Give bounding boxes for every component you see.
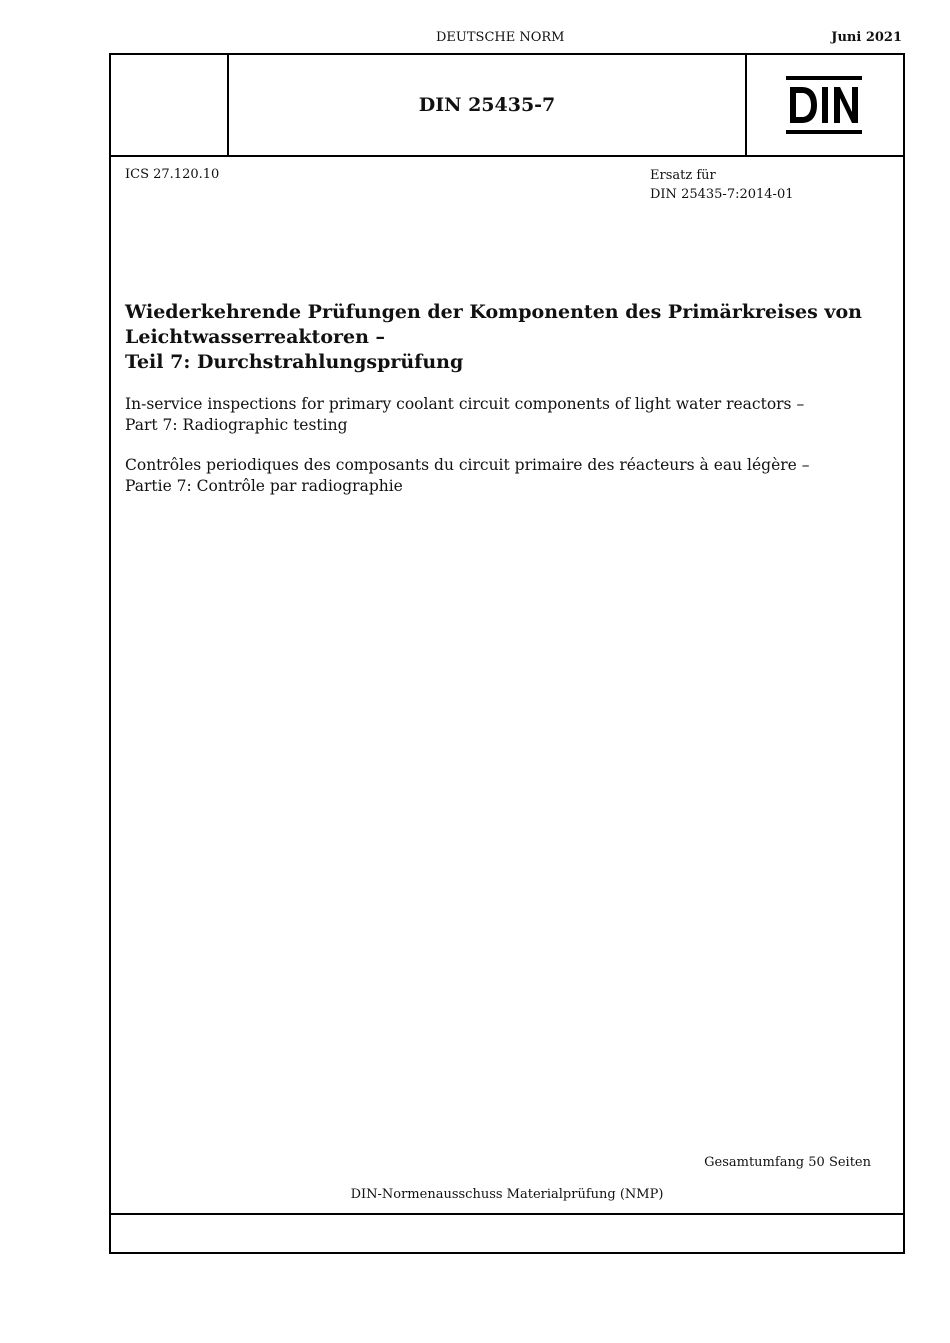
cover-frame	[109, 53, 905, 1254]
issue-date: Juni 2021	[831, 30, 902, 45]
standards-committee: DIN-Normenausschuss Materialprüfung (NMP)	[350, 1187, 664, 1202]
title-german-line-1: Wiederkehrende Prüfungen der Komponenten des Primärkreises von	[125, 301, 862, 323]
title-german-line-3: Teil 7: Durchstrahlungsprüfung	[125, 351, 464, 373]
header-divider-right	[745, 55, 747, 155]
header-row	[111, 55, 903, 157]
title-french	[125, 455, 885, 497]
title-english-line-1: In-service inspections for primary coolant circuit components of light water reactors –	[125, 395, 805, 413]
title-english	[125, 394, 885, 436]
din-logo-icon	[786, 76, 862, 134]
title-french-line-1: Contrôles periodiques des composants du circuit primaire des réacteurs à eau légère –	[125, 456, 810, 474]
ics-code: ICS 27.120.10	[125, 167, 220, 182]
replaces-block	[650, 166, 793, 204]
standard-type-label: DEUTSCHE NORM	[436, 30, 565, 45]
title-german	[125, 300, 885, 375]
document-number: DIN 25435-7	[418, 94, 556, 116]
title-french-line-2: Partie 7: Contrôle par radiographie	[125, 477, 403, 495]
replaces-label: Ersatz für	[650, 168, 716, 183]
replaces-value: DIN 25435-7:2014-01	[650, 187, 794, 202]
title-german-line-2: Leichtwasserreaktoren –	[125, 326, 386, 348]
page-count: Gesamtumfang 50 Seiten	[704, 1155, 871, 1170]
footer-divider	[111, 1213, 903, 1215]
title-english-line-2: Part 7: Radiographic testing	[125, 416, 348, 434]
